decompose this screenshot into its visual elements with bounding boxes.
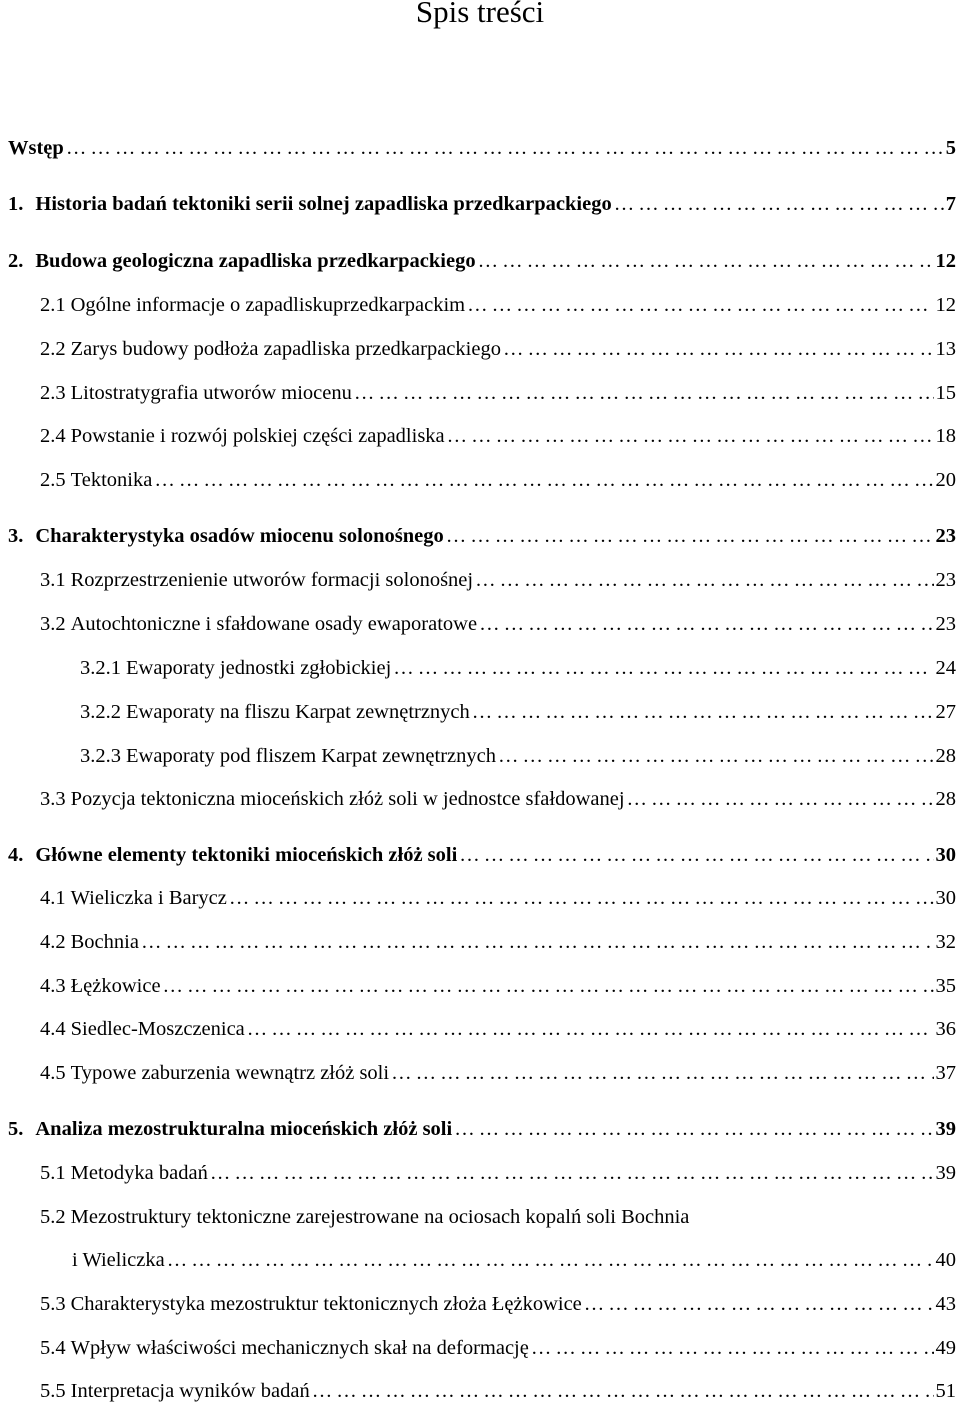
- toc-entry-number: 2.4: [40, 425, 66, 447]
- toc-entry[interactable]: [40, 290, 956, 320]
- dot-leader: [472, 697, 934, 727]
- toc-entry[interactable]: [40, 421, 956, 451]
- toc-entry-label: Historia badań tektoniki serii solnej zapadliska przedkarpackiego: [35, 193, 612, 215]
- dot-leader: [475, 565, 933, 595]
- toc-entry-number: 2.3: [40, 382, 66, 404]
- toc-entry-label: Rozprzestrzenienie utworów formacji solonośnej: [70, 569, 474, 591]
- toc-entry[interactable]: [40, 883, 956, 913]
- toc-entry[interactable]: [40, 1158, 956, 1188]
- toc-entry-label: Budowa geologiczna zapadliska przedkarpackiego: [35, 250, 476, 272]
- dot-leader: [391, 1058, 933, 1088]
- toc-entry-number: 3.2.2: [80, 701, 121, 723]
- dot-leader: [393, 653, 933, 683]
- toc-entry-label: Mezostruktury tektoniczne zarejestrowane na ociosach kopalń soli Bochnia: [70, 1206, 690, 1228]
- toc-entry[interactable]: [80, 697, 956, 727]
- toc-entry-number: 5.1: [40, 1162, 66, 1184]
- toc-entry-label: Zarys budowy podłoża zapadliska przedkarpackiego: [70, 338, 501, 360]
- toc-entry-label: Metodyka badań: [70, 1162, 208, 1184]
- toc-entry-label: Litostratygrafia utworów miocenu: [70, 382, 352, 404]
- dot-leader: [627, 784, 934, 814]
- toc-entry[interactable]: [8, 840, 956, 870]
- dot-leader: [447, 421, 934, 451]
- toc-entry[interactable]: [8, 246, 956, 276]
- dot-leader: [66, 133, 944, 163]
- toc-entry-label: Ewaporaty jednostki zgłobickiej: [126, 657, 392, 679]
- dot-leader: [459, 840, 933, 870]
- toc-entry[interactable]: [40, 1014, 956, 1044]
- toc-entry[interactable]: [80, 653, 956, 683]
- dot-leader: [503, 334, 934, 364]
- toc-entry[interactable]: [40, 378, 956, 408]
- toc-entry-number: 3.1: [40, 569, 66, 591]
- toc-entry-page: 39: [935, 1118, 956, 1140]
- toc-entry-label: Tektonika: [70, 469, 153, 491]
- toc-entry[interactable]: [40, 1376, 956, 1406]
- dot-leader: [141, 927, 934, 957]
- toc-entry-page: 35: [935, 975, 956, 997]
- toc-entry-label: Wstęp: [8, 137, 64, 159]
- toc-entry-label: Bochnia: [70, 931, 139, 953]
- toc-entry-number: 3.2.3: [80, 745, 121, 767]
- toc-entry-page: 15: [935, 382, 956, 404]
- dot-leader: [210, 1158, 934, 1188]
- toc-entry-page: 36: [935, 1018, 956, 1040]
- dot-leader: [467, 290, 933, 320]
- toc-entry-number: 5.4: [40, 1337, 66, 1359]
- dot-leader: [354, 378, 934, 408]
- toc-entry-label: Łężkowice: [70, 975, 161, 997]
- dot-leader: [154, 465, 933, 495]
- toc-entry-page: 37: [935, 1062, 956, 1084]
- toc-entry[interactable]: [40, 1202, 956, 1232]
- toc-entry-page: 24: [935, 657, 956, 679]
- dot-leader: [167, 1245, 934, 1275]
- dot-leader: [498, 741, 934, 771]
- toc-entry-label: Ewaporaty na fliszu Karpat zewnętrznych: [126, 701, 470, 723]
- toc-entry-page: 20: [935, 469, 956, 491]
- toc-entry[interactable]: [40, 1289, 956, 1319]
- toc-entry-number: 3.: [8, 525, 24, 547]
- toc-entry-label: Typowe zaburzenia wewnątrz złóż soli: [70, 1062, 390, 1084]
- toc-entry-page: 23: [935, 569, 956, 591]
- toc-entry-number: 3.3: [40, 788, 66, 810]
- toc-entry-number: 2.2: [40, 338, 66, 360]
- toc-entry-label: Charakterystyka mezostruktur tektonicznych złoża Łężkowice: [70, 1293, 582, 1315]
- toc-entry-number: 4.5: [40, 1062, 66, 1084]
- toc-entry-number: 4.4: [40, 1018, 66, 1040]
- toc-entry-label: Interpretacja wyników badań: [70, 1380, 310, 1402]
- toc-entry-page: 43: [935, 1293, 956, 1315]
- toc-entry-label: Ogólne informacje o zapadliskuprzedkarpackim: [70, 294, 466, 316]
- toc-entry[interactable]: [40, 609, 956, 639]
- toc-entry-number: 5.5: [40, 1380, 66, 1402]
- toc-entry-number: 5.2: [40, 1206, 66, 1228]
- toc-entry-page: 30: [935, 844, 956, 866]
- toc-entry-number: 4.3: [40, 975, 66, 997]
- toc-entry[interactable]: [40, 971, 956, 1001]
- toc-entry-number: 3.2.1: [80, 657, 121, 679]
- toc-entry-label: Wpływ właściwości mechanicznych skał na deformację: [70, 1337, 529, 1359]
- dot-leader: [614, 189, 944, 219]
- toc-entry-page: 23: [935, 613, 956, 635]
- toc-entry-label: i Wieliczka: [72, 1249, 165, 1271]
- toc-entry-number: 5.: [8, 1118, 24, 1140]
- toc-entry-label: Powstanie i rozwój polskiej części zapadliska: [70, 425, 445, 447]
- toc-entry[interactable]: [8, 521, 956, 551]
- toc-entry-page: 12: [935, 294, 956, 316]
- toc-entry-label: Analiza mezostrukturalna mioceńskich złóż soli: [35, 1118, 453, 1140]
- toc-entry-page: 49: [935, 1337, 956, 1359]
- toc-entry-page: 28: [935, 745, 956, 767]
- toc-entry-label: Autochtoniczne i sfałdowane osady ewaporatowe: [70, 613, 478, 635]
- dot-leader: [479, 609, 933, 639]
- toc-entry[interactable]: [40, 334, 956, 364]
- toc-entry-number: 3.2: [40, 613, 66, 635]
- toc-entry[interactable]: [40, 784, 956, 814]
- toc-entry-number: 4.: [8, 844, 24, 866]
- toc-entry[interactable]: [8, 133, 956, 163]
- toc-entry-page: 39: [935, 1162, 956, 1184]
- dot-leader: [229, 883, 934, 913]
- toc-entry-page: 51: [935, 1380, 956, 1402]
- toc-entry-page: 28: [935, 788, 956, 810]
- toc-entry-label: Pozycja tektoniczna mioceńskich złóż soli w jednostce sfałdowanej: [70, 788, 625, 810]
- toc-entry-page: 30: [935, 887, 956, 909]
- toc-entry-page: 12: [935, 250, 956, 272]
- toc-entry-page: 23: [935, 525, 956, 547]
- toc-entry[interactable]: [72, 1245, 956, 1275]
- dot-leader: [163, 971, 934, 1001]
- toc-entry-label: Główne elementy tektoniki mioceńskich złóż soli: [35, 844, 458, 866]
- toc-entry-page: 18: [935, 425, 956, 447]
- toc-entry-number: 4.1: [40, 887, 66, 909]
- dot-leader: [584, 1289, 934, 1319]
- toc-entry[interactable]: [40, 1333, 956, 1363]
- toc-entry-page: 32: [935, 931, 956, 953]
- toc-entry-page: 5: [945, 137, 956, 159]
- toc-entry[interactable]: [40, 465, 956, 495]
- toc-entry-label: Ewaporaty pod fliszem Karpat zewnętrznych: [126, 745, 496, 767]
- toc-entry-label: Charakterystyka osadów miocenu solonośnego: [35, 525, 444, 547]
- page-title: Spis treści: [415, 0, 545, 29]
- toc-entry[interactable]: [8, 189, 956, 219]
- dot-leader: [531, 1333, 934, 1363]
- toc-entry-number: 5.3: [40, 1293, 66, 1315]
- toc-entry[interactable]: [40, 927, 956, 957]
- toc-entry[interactable]: [40, 565, 956, 595]
- toc-entry[interactable]: [40, 1058, 956, 1088]
- toc-entry-number: 4.2: [40, 931, 66, 953]
- toc-entry-number: 2.5: [40, 469, 66, 491]
- dot-leader: [446, 521, 934, 551]
- toc-entry-number: 2.: [8, 250, 24, 272]
- toc-entry[interactable]: [80, 741, 956, 771]
- toc-entry[interactable]: [8, 1114, 956, 1144]
- toc-entry-number: 2.1: [40, 294, 66, 316]
- toc-entry-page: 27: [935, 701, 956, 723]
- toc-entry-page: 40: [935, 1249, 956, 1271]
- dot-leader: [247, 1014, 934, 1044]
- dot-leader: [478, 246, 934, 276]
- toc-entry-number: 1.: [8, 193, 24, 215]
- toc-entry-page: 7: [945, 193, 956, 215]
- toc-entry-label: Wieliczka i Barycz: [70, 887, 227, 909]
- toc-entry-page: 13: [935, 338, 956, 360]
- dot-leader: [312, 1376, 934, 1406]
- dot-leader: [454, 1114, 933, 1144]
- toc-entry-label: Siedlec-Moszczenica: [70, 1018, 245, 1040]
